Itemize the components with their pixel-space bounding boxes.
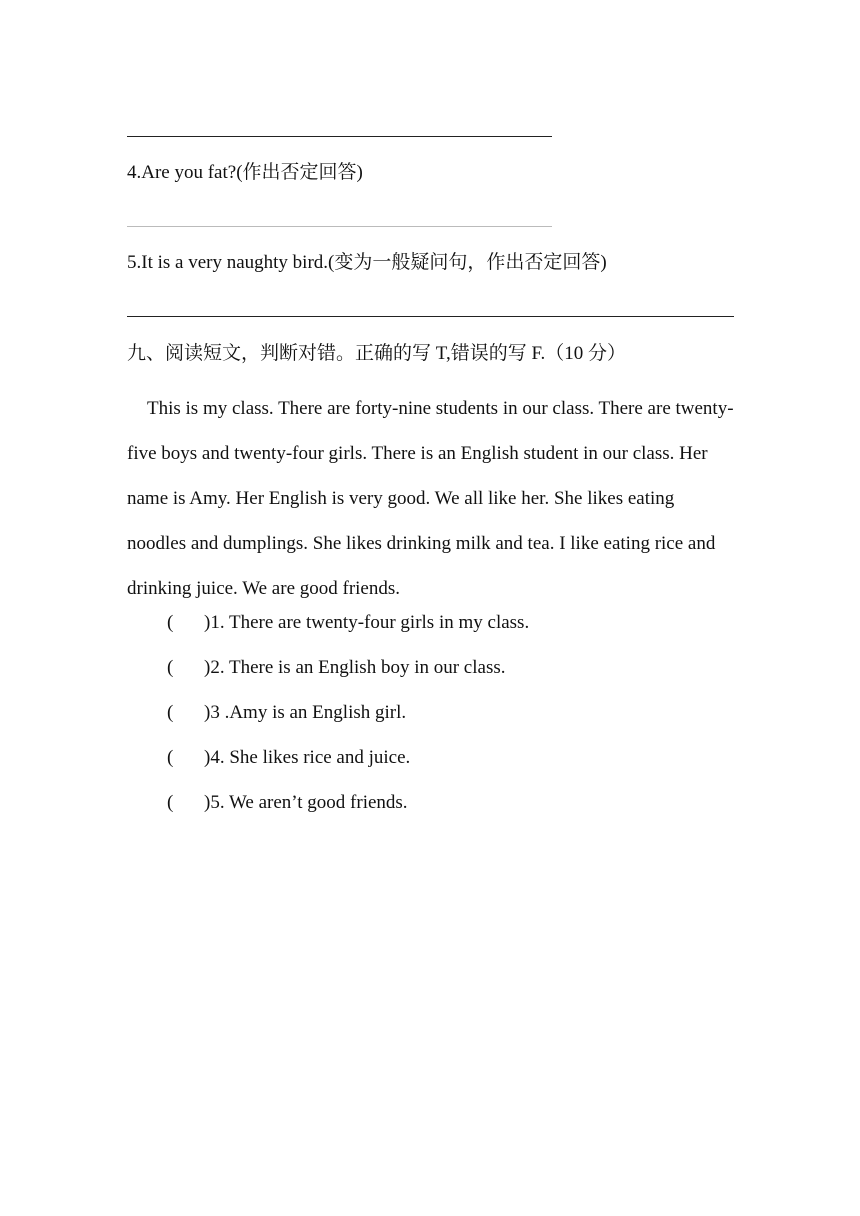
- tf-item-text: )1. There are twenty-four girls in my class.: [204, 612, 530, 633]
- tf-item-1: [167, 611, 529, 635]
- passage-text: This is my class. There are forty-nine students in our class. There are twenty-five boys and twenty-four girls. There is an English student in our class. Her name is Amy. Her English is very good. We all like her. She likes eating noodles and dumplings. She likes drinking milk and tea. I like eating rice and drinking juice. We are good friends.: [127, 398, 734, 599]
- question-4: 4.Are you fat?(作出否定回答): [127, 162, 363, 183]
- answer-blank-4[interactable]: (: [167, 747, 174, 768]
- tf-item-text: )4. She likes rice and juice.: [204, 747, 411, 768]
- tf-item-text: )5. We aren’t good friends.: [204, 792, 408, 813]
- tf-item-2: [167, 656, 506, 680]
- tf-item-text: )2. There is an English boy in our class.: [204, 657, 506, 678]
- reading-passage: [127, 386, 737, 611]
- answer-blank-1[interactable]: (: [167, 612, 174, 633]
- answer-blank-5[interactable]: (: [167, 792, 174, 813]
- answer-line-5[interactable]: [127, 316, 734, 317]
- tf-item-5: [167, 791, 408, 815]
- answer-line-3[interactable]: [127, 136, 552, 137]
- tf-item-3: [167, 701, 406, 725]
- question-5: 5.It is a very naughty bird.(变为一般疑问句，作出否定回答): [127, 252, 607, 273]
- section-9-heading: 九、阅读短文，判断对错。正确的写 T,错误的写 F.（10 分）: [127, 343, 626, 364]
- tf-item-text: )3 .Amy is an English girl.: [204, 702, 407, 723]
- answer-line-4[interactable]: [127, 226, 552, 227]
- tf-item-4: [167, 746, 410, 770]
- answer-blank-3[interactable]: (: [167, 702, 174, 723]
- answer-blank-2[interactable]: (: [167, 657, 174, 678]
